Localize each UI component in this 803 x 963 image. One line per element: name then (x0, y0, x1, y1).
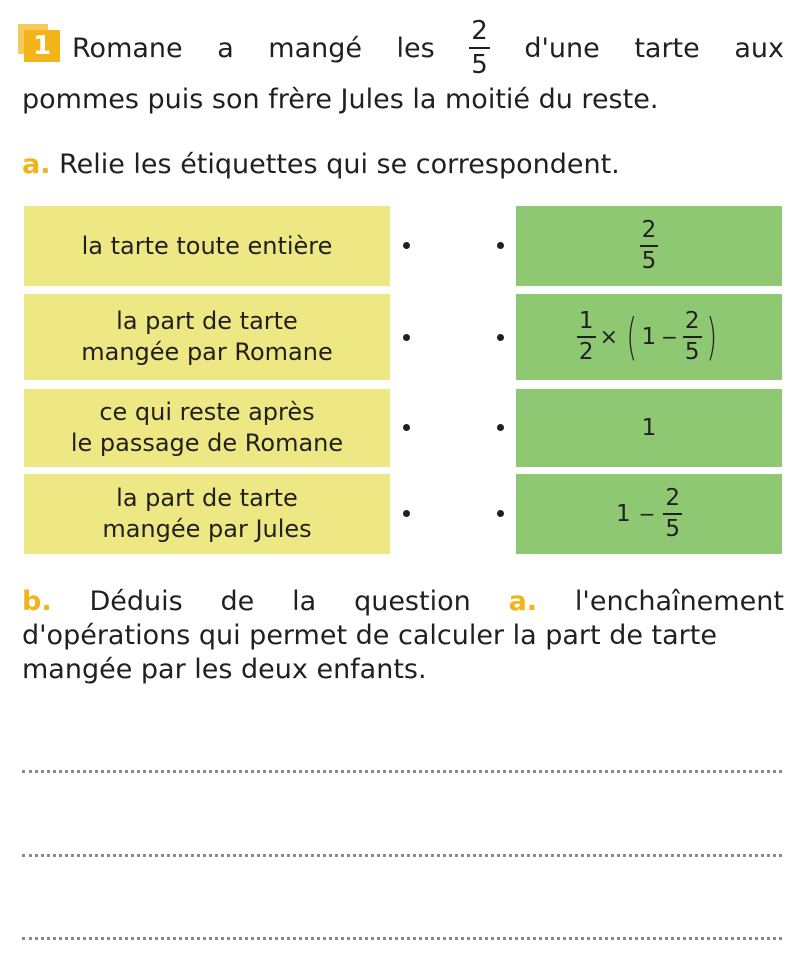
fraction-two-fifths: $\frac{2}{5}$ (471, 16, 488, 80)
label-romane-part[interactable]: la part de tarte mangée par Romane (24, 294, 390, 380)
word: tarte (634, 32, 700, 64)
answer-line-2[interactable] (22, 854, 782, 857)
value-one-minus-two-fifths[interactable]: 1 − $\frac{2}{5}$ (516, 474, 782, 554)
right-dot-4[interactable] (497, 510, 504, 517)
left-dot-2[interactable] (403, 334, 410, 341)
one: 1 (641, 324, 657, 350)
times-sign: × (599, 324, 618, 350)
left-dot-1[interactable] (403, 242, 410, 249)
exercise-number-badge: 1 (24, 30, 60, 62)
word: a (217, 32, 234, 64)
word: mangé (268, 32, 362, 64)
right-dot-2[interactable] (497, 334, 504, 341)
label-rest-after-romane[interactable]: ce qui reste après le passage de Romane (24, 389, 390, 467)
part-a-reference: a. (508, 586, 538, 617)
value-one[interactable]: 1 (516, 389, 782, 467)
part-a-letter: a. (22, 149, 51, 180)
label-whole-tart[interactable]: la tarte toute entière (24, 206, 390, 286)
open-paren: ( (626, 308, 638, 366)
answer-line-1[interactable] (22, 770, 782, 773)
word: aux (734, 32, 784, 64)
part-b-line-1: b. Déduis de la question a. l'enchaînement (22, 586, 784, 617)
value-two-fifths[interactable]: $\frac{2}{5}$ (516, 206, 782, 286)
word: les (396, 32, 435, 64)
part-b-line-3: mangée par les deux enfants. (22, 654, 427, 685)
left-dot-4[interactable] (403, 510, 410, 517)
word: d'une (524, 32, 600, 64)
close-paren: ) (705, 308, 717, 366)
answer-line-3[interactable] (22, 937, 782, 940)
minus-sign: − (638, 502, 656, 526)
part-a-text: Relie les étiquettes qui se correspondent. (59, 149, 620, 180)
word: Romane (72, 32, 183, 64)
value-half-times-rest[interactable]: $\frac{1}{2}$ × ( 1 − $\frac{2}{5}$ ) (516, 294, 782, 380)
left-dot-3[interactable] (403, 424, 410, 431)
minus-sign: − (661, 325, 678, 349)
right-dot-1[interactable] (497, 242, 504, 249)
part-b-letter: b. (22, 586, 52, 617)
right-dot-3[interactable] (497, 424, 504, 431)
statement-line-1 (72, 10, 784, 86)
label-jules-part[interactable]: la part de tarte mangée par Jules (24, 474, 390, 554)
one: 1 (615, 501, 631, 527)
part-a-instruction (22, 149, 620, 180)
part-b-line-2: d'opérations qui permet de calculer la part de tarte (22, 620, 717, 651)
statement-line-2: pommes puis son frère Jules la moitié du reste. (22, 84, 659, 115)
